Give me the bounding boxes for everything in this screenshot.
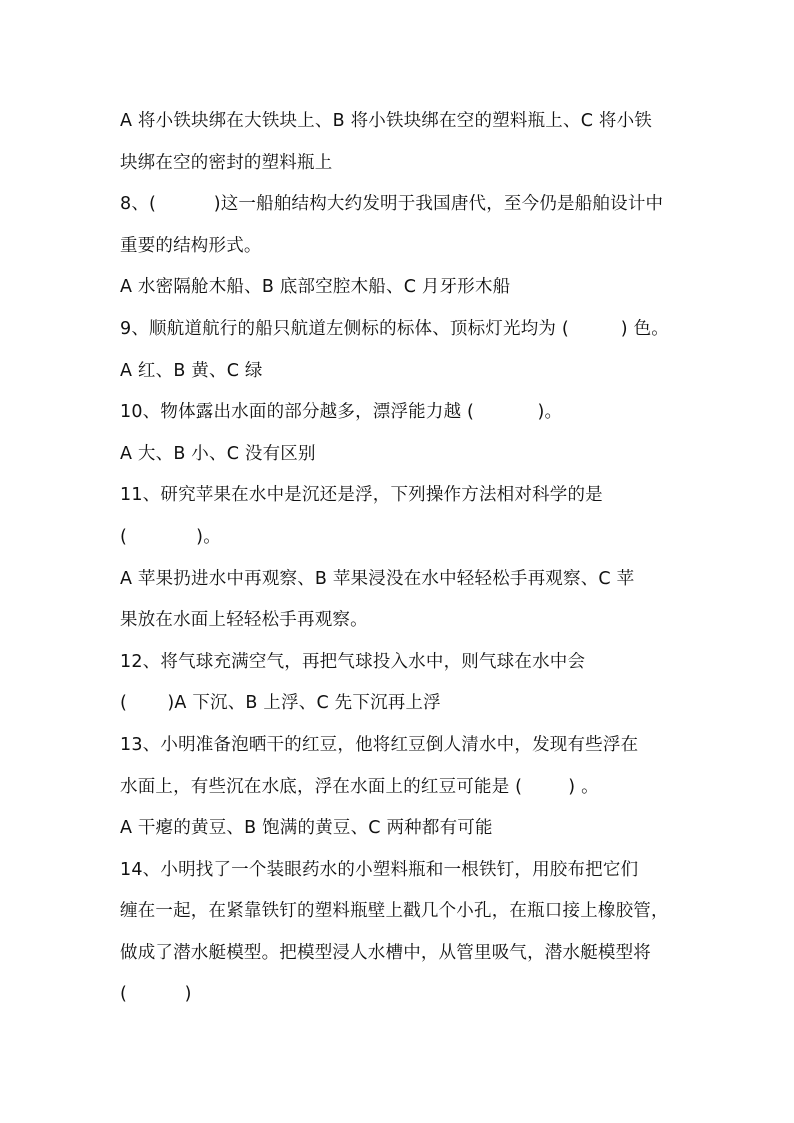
text-line: 果放在水面上轻轻松手再观察。 xyxy=(120,610,368,631)
question-13-line: 13、小明准备泡晒干的红豆，他将红豆倒人清水中，发现有些浮在 xyxy=(120,734,639,755)
text-line: 重要的结构形式。 xyxy=(120,235,262,256)
options-line: A 红、B 黄、C 绿 xyxy=(120,360,263,381)
options-line: A 苹果扔进水中再观察、B 苹果浸没在水中轻轻松手再观察、C 苹 xyxy=(120,568,635,589)
question-10-line: 10、物体露出水面的部分越多，漂浮能力越 ( )。 xyxy=(120,402,563,423)
text-line: A 将小铁块绑在大铁块上、B 将小铁块绑在空的塑料瓶上、C 将小铁 xyxy=(120,111,652,131)
text-line: 水面上，有些沉在水底，浮在水面上的红豆可能是 ( ) 。 xyxy=(120,776,599,797)
options-line: A 水密隔舱木船、B 底部空腔木船、C 月牙形木船 xyxy=(120,277,511,298)
question-11-line: 11、研究苹果在水中是沉还是浮，下列操作方法相对科学的是 xyxy=(120,485,603,506)
text-line: 缠在一起，在紧靠铁钉的塑料瓶壁上戳几个小孔，在瓶口接上橡胶管， xyxy=(120,901,669,922)
text-line: 做成了潜水艇模型。把模型浸人水槽中，从管里吸气，潜水艇模型将 xyxy=(120,942,651,963)
options-line: A 干瘪的黄豆、B 饱满的黄豆、C 两种都有可能 xyxy=(120,818,493,839)
question-8-line: 8、( )这一船舶结构大约发明于我国唐代，至今仍是船舶设计中 xyxy=(120,194,664,215)
text-line: ( )。 xyxy=(120,526,221,547)
question-9-line: 9、顺航道航行的船只航道左侧标的标体、顶标灯光均为 ( ) 色。 xyxy=(120,318,669,339)
text-line: ( ) xyxy=(120,984,192,1005)
question-14-line: 14、小明找了一个装眼药水的小塑料瓶和一根铁钉，用胶布把它们 xyxy=(120,859,639,880)
question-text-block xyxy=(120,101,680,1016)
options-line: ( )A 下沉、B 上浮、C 先下沉再上浮 xyxy=(120,693,441,714)
question-12-line: 12、将气球充满空气，再把气球投入水中，则气球在水中会 xyxy=(120,651,586,672)
options-line: A 大、B 小、C 没有区别 xyxy=(120,443,316,464)
text-line: 块绑在空的密封的塑料瓶上 xyxy=(120,152,333,173)
